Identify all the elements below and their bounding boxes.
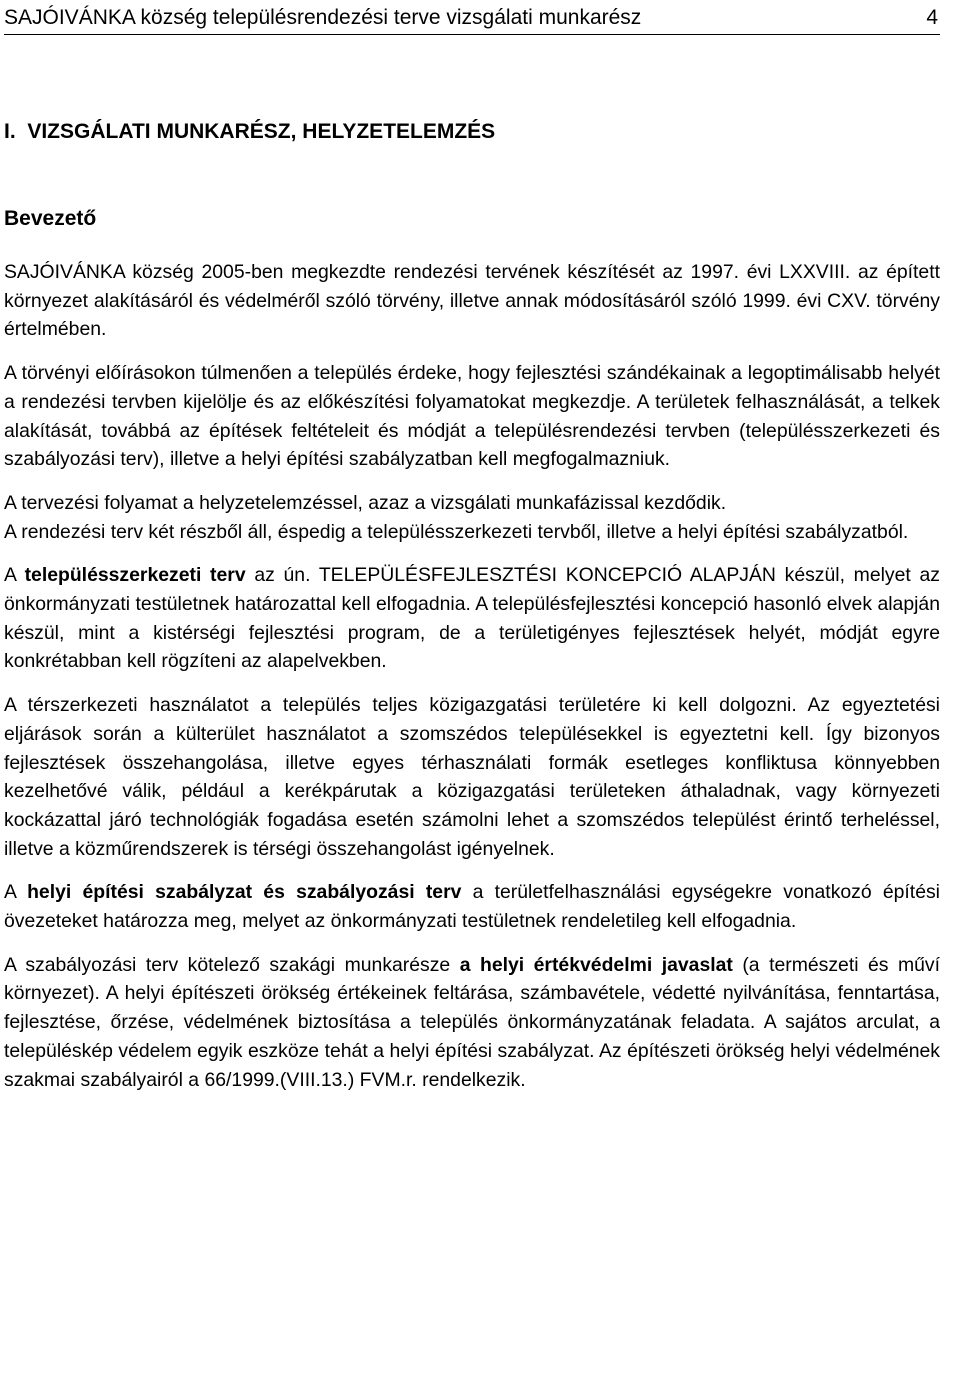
paragraph-plan-parts: A rendezési terv két részből áll, éspedig a településszerkezeti tervből, illetve a helyi építési szabályzatból. — [4, 520, 909, 543]
paragraph-structure-plan — [4, 561, 940, 676]
document-body — [4, 258, 940, 1094]
paragraph-planning-process: A tervezési folyamat a helyzetelemzéssel, azaz a vizsgálati munkafázissal kezdődik. — [4, 491, 727, 514]
bold-term: a helyi értékvédelmi javaslat — [459, 953, 733, 976]
page-number: 4 — [926, 6, 938, 29]
text-run: A — [4, 881, 28, 904]
paragraph-intro: SAJÓIVÁNKA község 2005-ben megkezdte rendezési tervének készítését az 1997. évi LXXVIII. az épített környezet alakításáról és védelméről szóló törvény, illetve annak módosításáról szóló 1999. évi CXV. törvény értelmében. — [4, 261, 940, 341]
text-run: az ún. TELEPÜLÉSFEJLESZTÉSI KONCEPCIÓ ALAPJÁN készül, melyet az önkormányzati testületnek határozattal kell elfogadnia. A településfejlesztési koncepció hasonló elvek alapján készül, mint a kistérségi fejlesztési program, de a területigényes fejlesztések helyét, módját egyre konkrétabban kell rögzíteni az alapelvekben. — [4, 564, 940, 673]
running-header — [4, 4, 940, 35]
paragraph-objectives: A törvényi előírásokon túlmenően a település érdeke, hogy fejlesztési szándékainak a legoptimálisabb helyét a rendezési tervben kijelölje és az előkészítési folyamatokat megkezdje. A területek felhasználását, a telkek alakítását, továbbá az építések feltételeit és módját a településrendezési tervben (településszerkezeti és szabályozási terv), illetve a helyi építési szabályzatban kell megfogalmazniuk. — [4, 362, 940, 471]
bold-term: helyi építési szabályzat és szabályozási terv — [27, 881, 462, 904]
paragraph-building-code — [4, 878, 940, 935]
text-run: a területfelhasználási egységekre vonatkozó építési övezeteket határozza meg, melyet az önkormányzati testületnek rendeletileg kell elfogadnia. — [4, 881, 940, 933]
paragraph-spatial-use: A térszerkezeti használatot a település teljes közigazgatási területére ki kell dolgozni. Az egyeztetési eljárások során a külterület használatot a szomszédos településekkel is egyeztetni kell. Így bizonyos fejlesztések összehangolása, illetve egyes térhasználati formák esetleges konfliktusa könnyebben kezelhetővé válik, például a kerékpárutak a közigazgatási területeken áthaladnak, vagy környezeti kockázattal járó technológiák fogadása esetén számolni lehet a szomszédos települést érintő terheléssel, illetve a közműrendszerek is térségi összehangolást igényelnek. — [4, 694, 940, 860]
paragraph-heritage — [4, 951, 940, 1095]
text-run: A — [4, 564, 25, 587]
text-run: A szabályozási terv kötelező szakági munkarésze — [4, 953, 460, 976]
chapter-title: I. VIZSGÁLATI MUNKARÉSZ, HELYZETELEMZÉS — [4, 120, 496, 143]
document-title: SAJÓIVÁNKA község településrendezési terve vizsgálati munkarész — [4, 6, 642, 29]
bold-term: településszerkezeti terv — [24, 564, 246, 587]
text-run: (a természeti és műví környezet). A helyi építészeti örökség értékeinek feltárása, számbavétele, védetté nyilvánítása, fenntartása, fejlesztése, őrzése, védelmének biztosítása a település önkormányzatának feladata. A sajátos arculat, a településkép védelem egyik eszköze tehát a helyi építési szabályzat. Az építészeti örökség helyi védelmének szakmai szabályairól a 66/1999.(VIII.13.) FVM.r. rendelkezik. — [4, 953, 940, 1091]
section-title: Bevezető — [4, 207, 97, 230]
